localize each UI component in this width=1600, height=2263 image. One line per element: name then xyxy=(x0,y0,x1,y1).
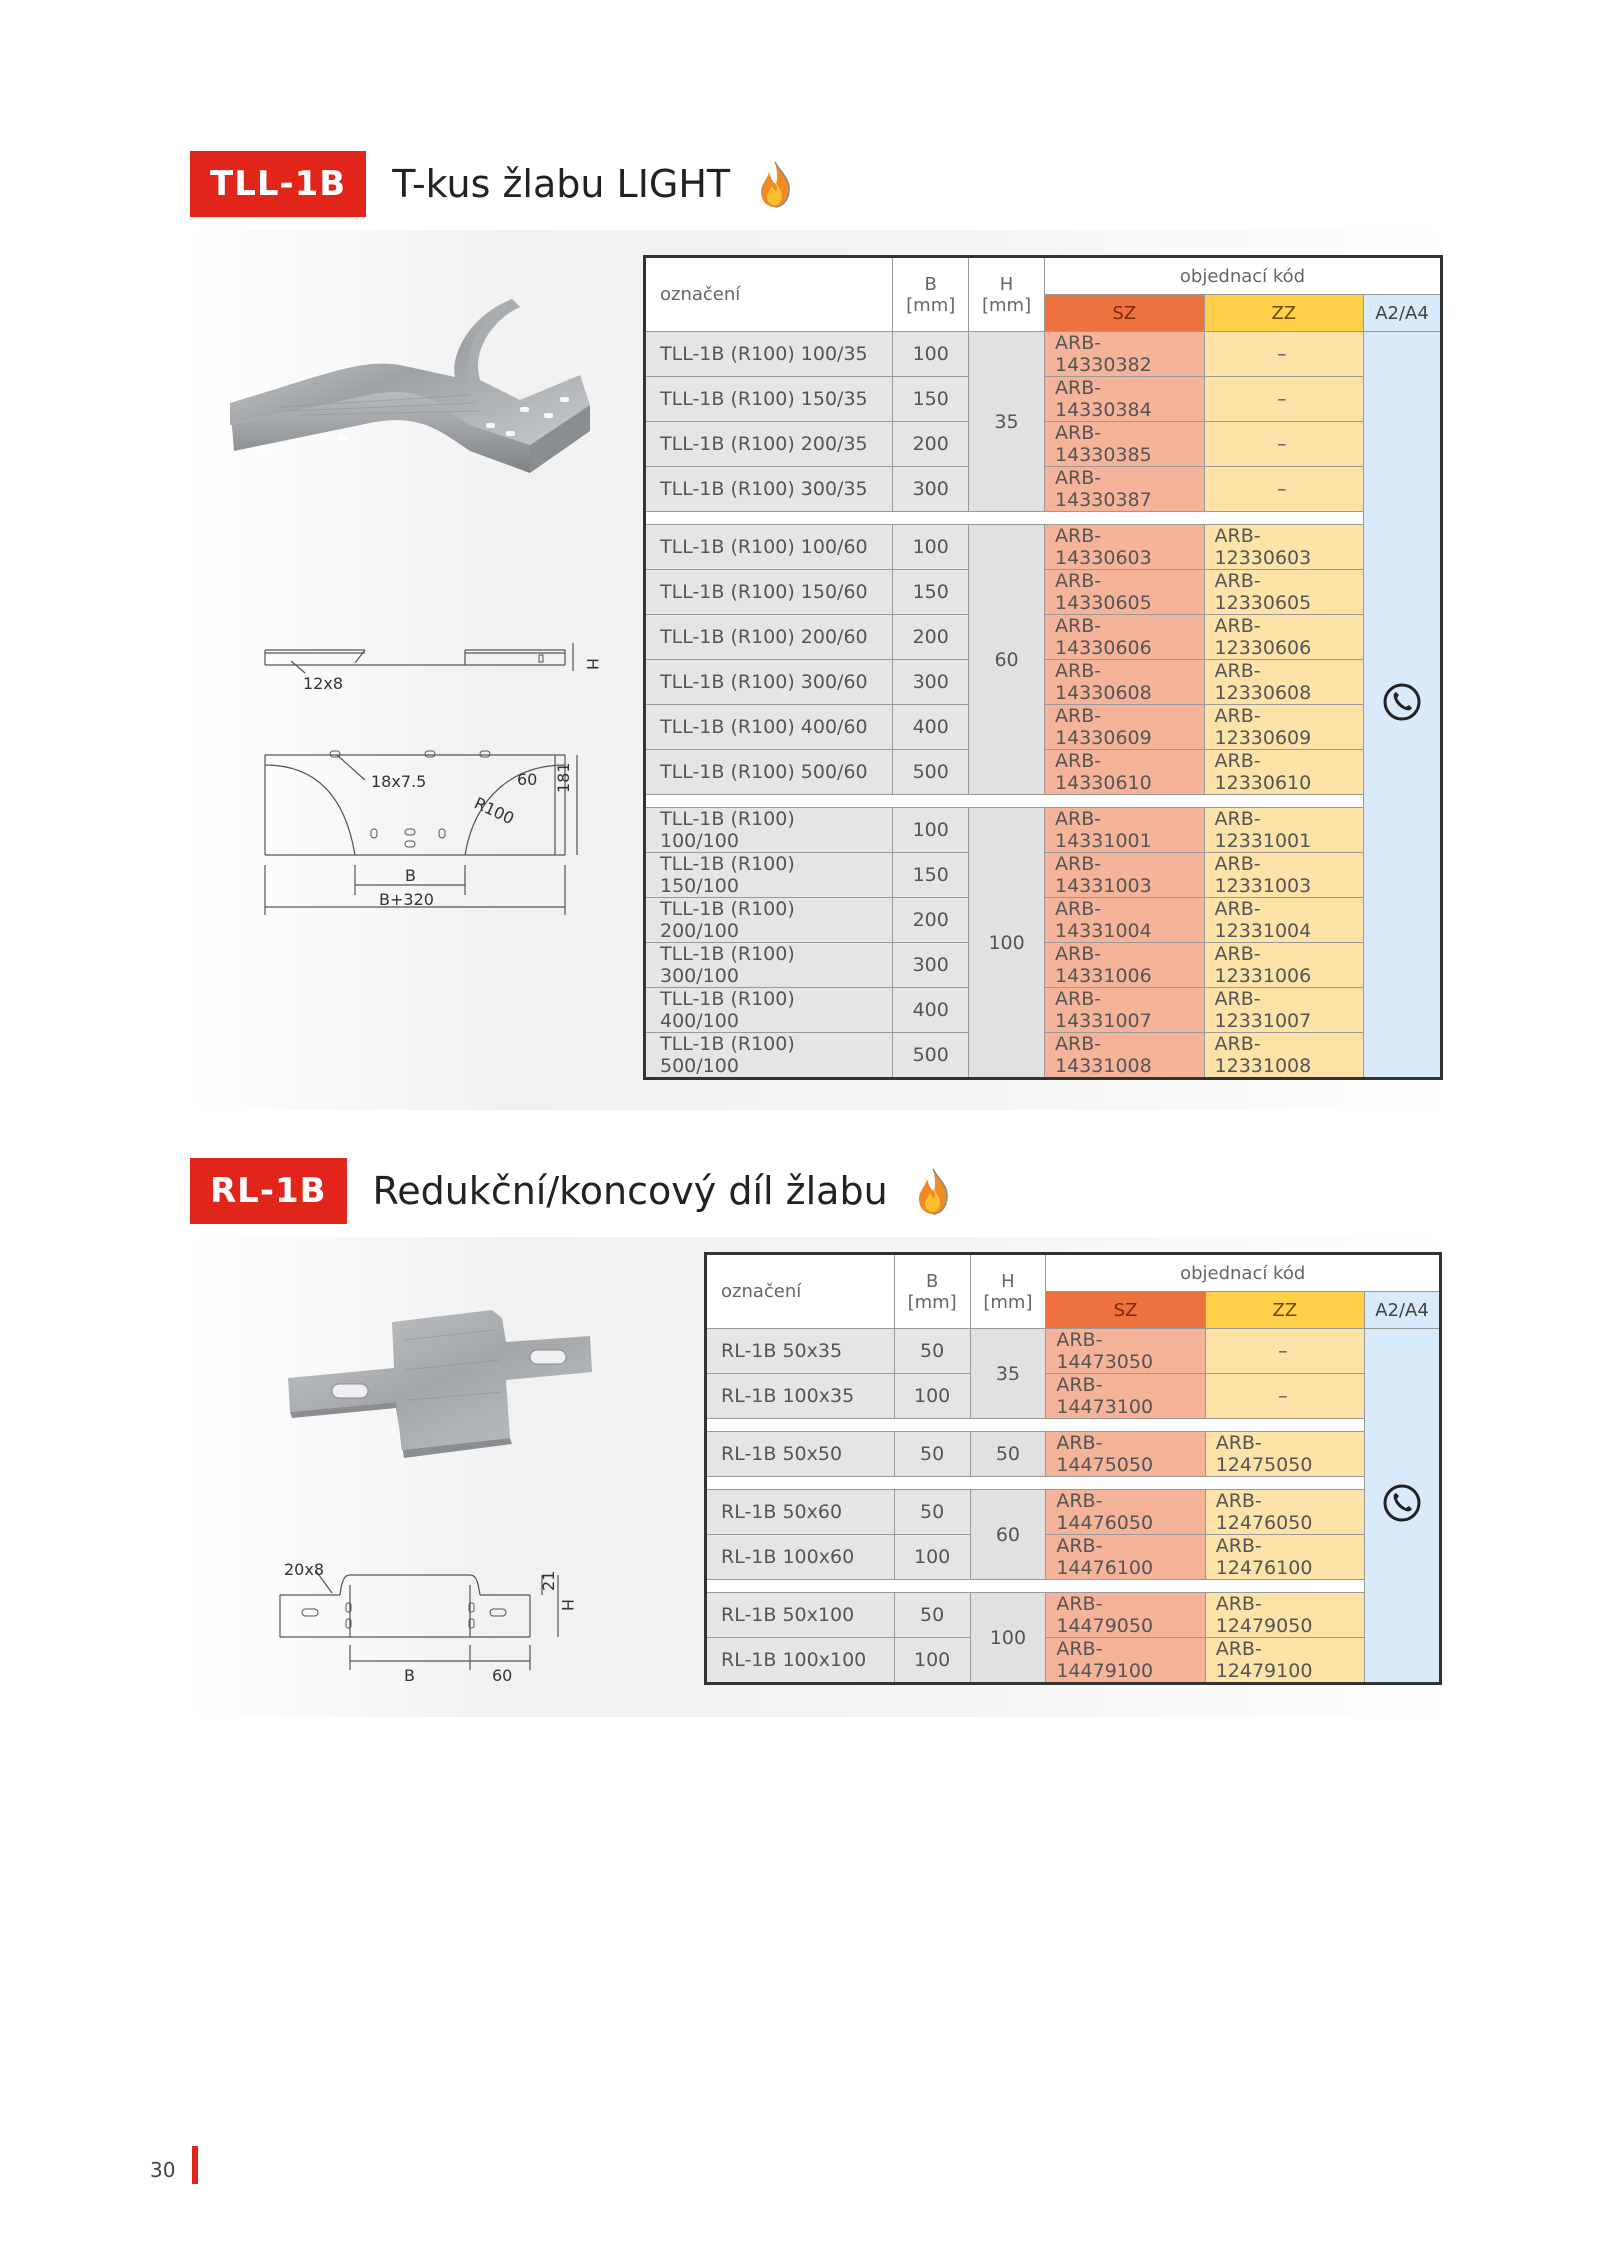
cell-name: TLL-1B (R100) 150/60 xyxy=(645,570,893,615)
cell-zz: ARB-12330603 xyxy=(1204,525,1364,570)
col-header-h: H [mm] xyxy=(969,257,1045,332)
cell-sz: ARB-14330606 xyxy=(1045,615,1205,660)
section-header-tll xyxy=(190,159,792,209)
cell-b: 150 xyxy=(893,570,969,615)
page-number: 30 xyxy=(150,2158,176,2182)
label-60: 60 xyxy=(492,1666,513,1685)
cell-sz: ARB-14330605 xyxy=(1045,570,1205,615)
cell-b: 200 xyxy=(893,615,969,660)
cell-h: 60 xyxy=(969,525,1045,795)
col-header-b: B [mm] xyxy=(893,257,969,332)
label-b: B xyxy=(404,1666,415,1685)
cell-zz: ARB-12330610 xyxy=(1204,750,1364,795)
group-separator xyxy=(706,1477,1441,1490)
flame-icon xyxy=(916,1167,950,1215)
table-row xyxy=(706,1535,1441,1580)
cell-zz: ARB-12331007 xyxy=(1204,988,1364,1033)
table-row xyxy=(645,332,1442,377)
cell-name: TLL-1B (R100) 100/60 xyxy=(645,525,893,570)
cell-h: 35 xyxy=(970,1329,1046,1419)
col-header-h: H [mm] xyxy=(970,1254,1046,1329)
phone-icon[interactable] xyxy=(1382,1483,1422,1523)
cell-zz: ARB-12331008 xyxy=(1204,1033,1364,1079)
cell-zz: ARB-12476050 xyxy=(1205,1490,1364,1535)
cell-sz: ARB-14331003 xyxy=(1045,853,1205,898)
cell-b: 200 xyxy=(893,898,969,943)
cell-b: 300 xyxy=(893,943,969,988)
group-separator xyxy=(706,1580,1441,1593)
flame-icon xyxy=(758,160,792,208)
cell-h: 35 xyxy=(969,332,1045,512)
table-row xyxy=(706,1593,1441,1638)
cell-zz: – xyxy=(1204,332,1364,377)
cell-sz: ARB-14330387 xyxy=(1045,467,1205,512)
col-header-sz: SZ xyxy=(1046,1292,1205,1329)
product-table-tll xyxy=(643,255,1443,1080)
cell-zz: – xyxy=(1205,1329,1364,1374)
cell-b: 100 xyxy=(893,808,969,853)
cell-sz: ARB-14473100 xyxy=(1046,1374,1205,1419)
cell-sz: ARB-14330603 xyxy=(1045,525,1205,570)
cell-sz: ARB-14330382 xyxy=(1045,332,1205,377)
table-row xyxy=(706,1490,1441,1535)
label-slot-side: 12x8 xyxy=(303,674,344,693)
label-h: H xyxy=(583,658,602,671)
col-header-name: označení xyxy=(645,257,893,332)
cell-name: RL-1B 50x35 xyxy=(706,1329,895,1374)
table-row xyxy=(706,1374,1441,1419)
product-image-tll xyxy=(220,285,600,505)
cell-sz: ARB-14473050 xyxy=(1046,1329,1205,1374)
cell-name: RL-1B 50x100 xyxy=(706,1593,895,1638)
label-radius: R100 xyxy=(471,793,518,829)
cell-b: 400 xyxy=(893,988,969,1033)
cell-name: RL-1B 100x60 xyxy=(706,1535,895,1580)
cell-name: TLL-1B (R100) 300/60 xyxy=(645,660,893,705)
cell-sz: ARB-14331004 xyxy=(1045,898,1205,943)
table-row xyxy=(645,525,1442,570)
cell-sz: ARB-14331006 xyxy=(1045,943,1205,988)
section-title: Redukční/koncový díl žlabu xyxy=(372,1169,888,1213)
cell-name: TLL-1B (R100) 300/100 xyxy=(645,943,893,988)
cell-name: TLL-1B (R100) 100/100 xyxy=(645,808,893,853)
label-21: 21 xyxy=(539,1570,558,1591)
cell-b: 500 xyxy=(893,1033,969,1079)
cell-name: TLL-1B (R100) 400/100 xyxy=(645,988,893,1033)
cell-name: TLL-1B (R100) 200/35 xyxy=(645,422,893,467)
product-table-rl xyxy=(704,1252,1442,1685)
label-b: B xyxy=(405,866,416,885)
product-image-rl xyxy=(280,1300,610,1480)
cell-zz: ARB-12331006 xyxy=(1204,943,1364,988)
group-separator xyxy=(645,512,1442,525)
cell-b: 50 xyxy=(894,1329,970,1374)
cell-name: RL-1B 50x60 xyxy=(706,1490,895,1535)
a2-contact-cell[interactable] xyxy=(1365,1329,1441,1684)
col-header-order: objednací kód xyxy=(1046,1254,1441,1292)
phone-icon[interactable] xyxy=(1382,682,1422,722)
cell-sz: ARB-14331008 xyxy=(1045,1033,1205,1079)
cell-b: 100 xyxy=(894,1535,970,1580)
col-header-a2: A2/A4 xyxy=(1365,1292,1441,1329)
page-number-bar xyxy=(192,2146,198,2184)
cell-b: 150 xyxy=(893,853,969,898)
a2-contact-cell[interactable] xyxy=(1364,332,1442,1079)
cell-zz: ARB-12479050 xyxy=(1205,1593,1364,1638)
cell-b: 100 xyxy=(893,332,969,377)
cell-sz: ARB-14331001 xyxy=(1045,808,1205,853)
cell-zz: – xyxy=(1204,422,1364,467)
label-slot: 20x8 xyxy=(284,1560,325,1579)
cell-zz: ARB-12330609 xyxy=(1204,705,1364,750)
cell-zz: ARB-12330608 xyxy=(1204,660,1364,705)
cell-name: RL-1B 100x35 xyxy=(706,1374,895,1419)
cell-zz: – xyxy=(1204,377,1364,422)
cell-sz: ARB-14476050 xyxy=(1046,1490,1205,1535)
group-separator xyxy=(706,1419,1441,1432)
table-row xyxy=(706,1638,1441,1684)
cell-zz: ARB-12331004 xyxy=(1204,898,1364,943)
cell-b: 50 xyxy=(894,1432,970,1477)
cell-zz: ARB-12331003 xyxy=(1204,853,1364,898)
table-row xyxy=(645,808,1442,853)
col-header-order: objednací kód xyxy=(1045,257,1442,295)
cell-sz: ARB-14330609 xyxy=(1045,705,1205,750)
cell-name: TLL-1B (R100) 300/35 xyxy=(645,467,893,512)
cell-zz: ARB-12479100 xyxy=(1205,1638,1364,1684)
cell-name: TLL-1B (R100) 200/100 xyxy=(645,898,893,943)
cell-b: 200 xyxy=(893,422,969,467)
cell-b: 50 xyxy=(894,1490,970,1535)
col-header-sz: SZ xyxy=(1045,295,1205,332)
cell-sz: ARB-14330608 xyxy=(1045,660,1205,705)
section-title: T-kus žlabu LIGHT xyxy=(392,162,731,206)
cell-name: TLL-1B (R100) 400/60 xyxy=(645,705,893,750)
cell-zz: ARB-12475050 xyxy=(1205,1432,1364,1477)
col-header-b: B [mm] xyxy=(894,1254,970,1329)
cell-sz: ARB-14331007 xyxy=(1045,988,1205,1033)
side-view-drawing-tll xyxy=(255,625,602,705)
table-row xyxy=(706,1329,1441,1374)
cell-zz: ARB-12476100 xyxy=(1205,1535,1364,1580)
cell-b: 50 xyxy=(894,1593,970,1638)
cell-zz: ARB-12330605 xyxy=(1204,570,1364,615)
product-code-badge: TLL-1B xyxy=(190,151,366,217)
cell-name: TLL-1B (R100) 150/100 xyxy=(645,853,893,898)
cell-b: 150 xyxy=(893,377,969,422)
cell-sz: ARB-14479050 xyxy=(1046,1593,1205,1638)
drawing-rl xyxy=(270,1555,590,1685)
table-row xyxy=(706,1432,1441,1477)
label-181: 181 xyxy=(554,762,573,793)
cell-sz: ARB-14476100 xyxy=(1046,1535,1205,1580)
cell-b: 100 xyxy=(893,525,969,570)
cell-name: RL-1B 100x100 xyxy=(706,1638,895,1684)
label-60: 60 xyxy=(517,770,538,789)
label-h: H xyxy=(558,1599,577,1612)
group-separator xyxy=(645,795,1442,808)
cell-b: 400 xyxy=(893,705,969,750)
cell-sz: ARB-14330384 xyxy=(1045,377,1205,422)
cell-name: RL-1B 50x50 xyxy=(706,1432,895,1477)
cell-sz: ARB-14479100 xyxy=(1046,1638,1205,1684)
cell-h: 50 xyxy=(970,1432,1046,1477)
cell-name: TLL-1B (R100) 100/35 xyxy=(645,332,893,377)
cell-sz: ARB-14330610 xyxy=(1045,750,1205,795)
label-b-320: B+320 xyxy=(379,890,434,909)
cell-zz: – xyxy=(1204,467,1364,512)
cell-h: 100 xyxy=(970,1593,1046,1684)
col-header-zz: ZZ xyxy=(1204,295,1364,332)
label-slot-top: 18x7.5 xyxy=(371,772,427,791)
cell-name: TLL-1B (R100) 200/60 xyxy=(645,615,893,660)
cell-sz: ARB-14330385 xyxy=(1045,422,1205,467)
cell-b: 300 xyxy=(893,467,969,512)
cell-h: 60 xyxy=(970,1490,1046,1580)
col-header-zz: ZZ xyxy=(1205,1292,1364,1329)
col-header-a2: A2/A4 xyxy=(1364,295,1442,332)
cell-b: 300 xyxy=(893,660,969,705)
col-header-name: označení xyxy=(706,1254,895,1329)
cell-b: 500 xyxy=(893,750,969,795)
cell-name: TLL-1B (R100) 150/35 xyxy=(645,377,893,422)
cell-zz: ARB-12330606 xyxy=(1204,615,1364,660)
cell-zz: ARB-12331001 xyxy=(1204,808,1364,853)
product-code-badge: RL-1B xyxy=(190,1158,347,1224)
cell-b: 100 xyxy=(894,1374,970,1419)
section-header-rl xyxy=(190,1166,950,1216)
cell-name: TLL-1B (R100) 500/60 xyxy=(645,750,893,795)
cell-name: TLL-1B (R100) 500/100 xyxy=(645,1033,893,1079)
cell-b: 100 xyxy=(894,1638,970,1684)
cell-sz: ARB-14475050 xyxy=(1046,1432,1205,1477)
cell-zz: – xyxy=(1205,1374,1364,1419)
cell-h: 100 xyxy=(969,808,1045,1079)
top-view-drawing-tll xyxy=(255,745,595,925)
